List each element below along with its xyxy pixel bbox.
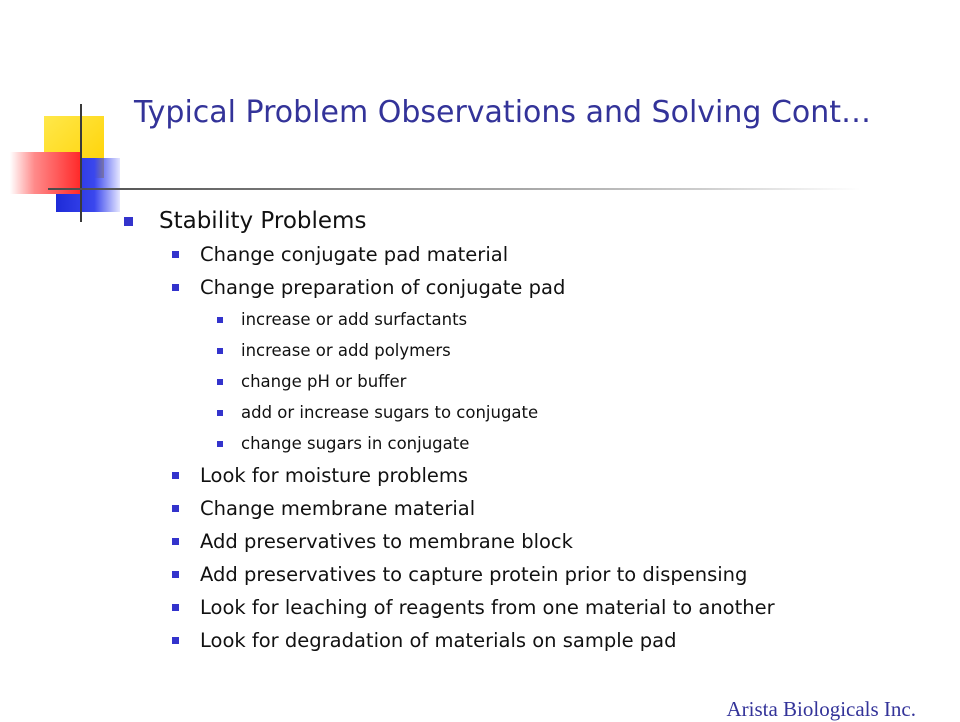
slide-title: Typical Problem Observations and Solving Cont… — [134, 95, 872, 130]
bullet-text: change pH or buffer — [241, 372, 407, 391]
bullet-text: Change preparation of conjugate pad — [200, 276, 566, 299]
sub-bullet — [124, 238, 944, 271]
square-bullet-icon — [124, 217, 133, 226]
square-bullet-icon — [217, 410, 223, 416]
bullet-text: increase or add surfactants — [241, 310, 468, 329]
square-bullet-icon — [217, 348, 223, 354]
bullet-text: Change membrane material — [200, 497, 476, 520]
square-bullet-icon — [217, 441, 223, 447]
sub-sub-bullet — [124, 397, 944, 428]
square-bullet-icon — [172, 538, 179, 545]
bullet-text: Change conjugate pad material — [200, 243, 509, 266]
sub-bullet — [124, 492, 944, 525]
sub-bullet-list — [124, 238, 944, 657]
square-bullet-icon — [172, 472, 179, 479]
bullet-text: Look for moisture problems — [200, 464, 469, 487]
square-bullet-icon — [217, 379, 223, 385]
bullet-text: change sugars in conjugate — [241, 434, 470, 453]
square-bullet-icon — [172, 571, 179, 578]
title-underline-rule — [48, 188, 860, 190]
bullet-text: Look for degradation of materials on sample pad — [200, 629, 677, 652]
square-bullet-icon — [217, 317, 223, 323]
square-bullet-icon — [172, 505, 179, 512]
sub-sub-bullet — [124, 366, 944, 397]
bullet-text: Add preservatives to membrane block — [200, 530, 573, 553]
sub-bullet — [124, 271, 944, 304]
square-bullet-icon — [172, 284, 179, 291]
sub-bullet — [124, 558, 944, 591]
sub-bullet — [124, 525, 944, 558]
square-bullet-icon — [172, 637, 179, 644]
vertical-rule-decoration — [80, 104, 82, 222]
sub-bullet — [124, 624, 944, 657]
bullet-text: increase or add polymers — [241, 341, 451, 360]
bullet-list — [124, 204, 944, 657]
bullet-text: Look for leaching of reagents from one material to another — [200, 596, 775, 619]
main-bullet — [124, 204, 944, 238]
sub-sub-bullet — [124, 304, 944, 335]
footer-company-name: Arista Biologicals Inc. — [726, 697, 916, 721]
sub-sub-bullet — [124, 428, 944, 459]
sub-sub-bullet — [124, 335, 944, 366]
sub-bullet — [124, 459, 944, 492]
main-bullet-text: Stability Problems — [159, 208, 367, 234]
bullet-text: add or increase sugars to conjugate — [241, 403, 539, 422]
bullet-text: Add preservatives to capture protein prior to dispensing — [200, 563, 748, 586]
square-bullet-icon — [172, 604, 179, 611]
decorative-logo-squares — [0, 0, 130, 230]
sub-bullet — [124, 591, 944, 624]
square-bullet-icon — [172, 251, 179, 258]
